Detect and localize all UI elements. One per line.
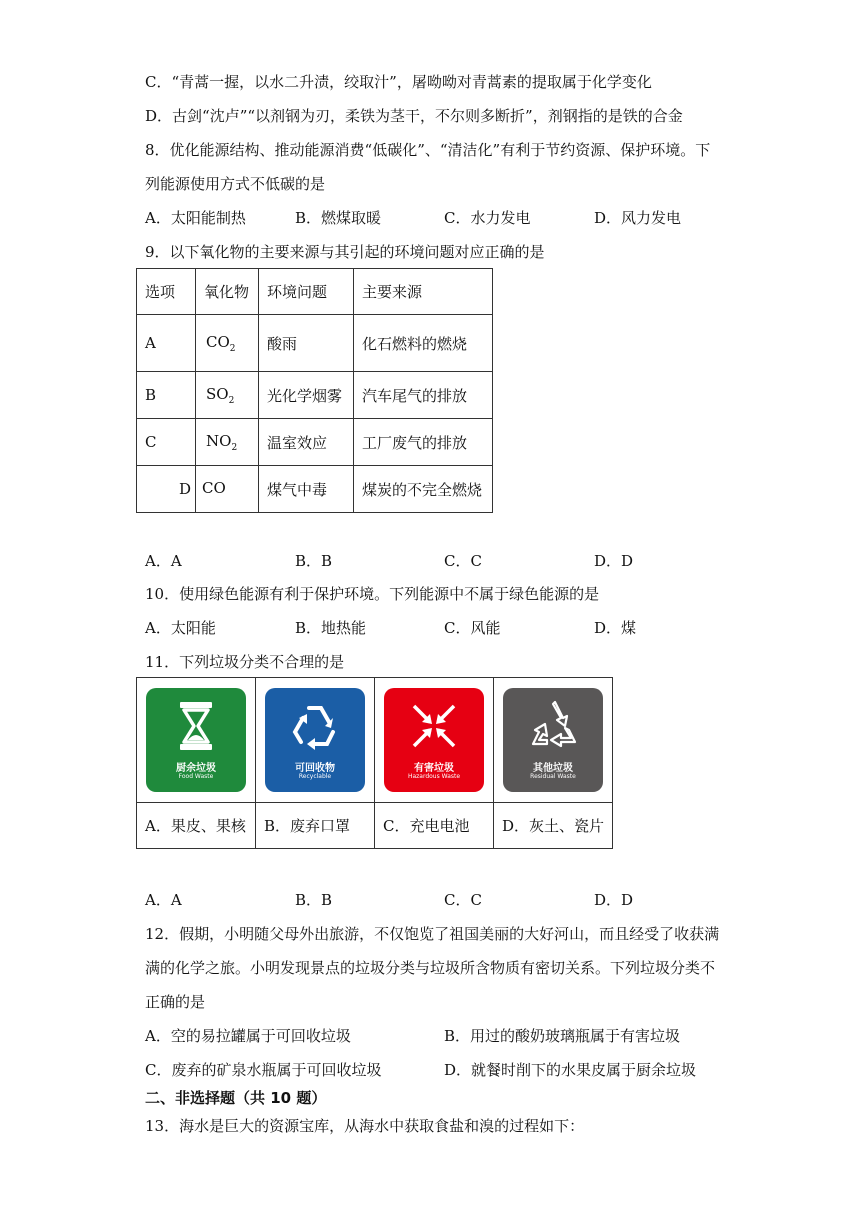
q9-option-b: B．B — [295, 552, 333, 570]
question-12-line-2: 满的化学之旅。小明发现景点的垃圾分类与垃圾所含物质有密切关系。下列垃圾分类不 — [145, 959, 716, 977]
q11-label-d: D．灰土、瓷片 — [494, 803, 613, 849]
question-11: 11．下列垃圾分类不合理的是 — [145, 653, 345, 671]
q11-bin-cell — [137, 678, 256, 803]
q9-table — [136, 268, 493, 513]
q12-option-d: D．就餐时削下的水果皮属于厨余垃圾 — [444, 1061, 697, 1079]
table-row-oxide: $SO_2$ — [196, 372, 259, 419]
table-row-source: 汽车尾气的排放 — [354, 372, 493, 419]
q11-table — [136, 677, 613, 849]
q11-option-d: D．D — [594, 891, 634, 909]
q11-label-c: C．充电电池 — [375, 803, 494, 849]
q11-option-b: B．B — [295, 891, 333, 909]
q10-option-b: B．地热能 — [295, 619, 367, 637]
q11-option-c: C．C — [444, 891, 482, 909]
table-row-oxide: CO — [196, 466, 259, 513]
table-row-option: C — [137, 419, 196, 466]
table-row-source: 工厂废气的排放 — [354, 419, 493, 466]
recyclable-bin: 可回收物 Recyclable — [265, 688, 365, 792]
question-13: 13．海水是巨大的资源宝库，从海水中获取食盐和溴的过程如下： — [145, 1117, 585, 1135]
recycle-outline-icon — [523, 696, 583, 756]
q10-option-a: A．太阳能 — [145, 619, 216, 637]
table-row-problem: 温室效应 — [259, 419, 354, 466]
table-row-oxide: $CO_2$ — [196, 315, 259, 372]
q11-bin-cell — [494, 678, 613, 803]
option-7d: D．古剑“沈卢”“以剂钢为刃，柔铁为茎干，不尔则多断折”，剂钢指的是铁的合金 — [145, 107, 683, 125]
q8-option-d: D．风力发电 — [594, 209, 682, 227]
q11-bin-cell — [375, 678, 494, 803]
question-12-line-1: 12．假期，小明随父母外出旅游，不仅饱览了祖国美丽的大好河山，而且经受了收获满 — [145, 925, 720, 943]
q9-header-source: 主要来源 — [354, 269, 493, 315]
q11-label-a: A．果皮、果核 — [137, 803, 256, 849]
table-row-option: D — [137, 466, 196, 513]
table-row-problem: 煤气中毒 — [259, 466, 354, 513]
q12-option-c: C．废弃的矿泉水瓶属于可回收垃圾 — [145, 1061, 382, 1079]
table-row-problem: 酸雨 — [259, 315, 354, 372]
q8-option-c: C．水力发电 — [444, 209, 531, 227]
q9-option-a: A．A — [145, 552, 182, 570]
q11-option-a: A．A — [145, 891, 182, 909]
q11-bin-cell — [256, 678, 375, 803]
q11-label-b: B．废弃口罩 — [256, 803, 375, 849]
q12-option-a: A．空的易拉罐属于可回收垃圾 — [145, 1027, 351, 1045]
table-row-option: A — [137, 315, 196, 372]
q9-header-option: 选项 — [137, 269, 196, 315]
q9-option-c: C．C — [444, 552, 482, 570]
recycle-icon — [285, 696, 345, 756]
q8-option-a: A．太阳能制热 — [145, 209, 246, 227]
residual-waste-bin: 其他垃圾 Residual Waste — [503, 688, 603, 792]
table-row-source: 煤炭的不完全燃烧 — [354, 466, 493, 513]
question-8-line-1: 8．优化能源结构、推动能源消费“低碳化”、“清洁化”有利于节约资源、保护环境。下 — [145, 141, 711, 159]
q10-option-c: C．风能 — [444, 619, 501, 637]
q12-option-b: B．用过的酸奶玻璃瓶属于有害垃圾 — [444, 1027, 681, 1045]
q9-header-problem: 环境问题 — [259, 269, 354, 315]
q9-header-oxide: 氧化物 — [196, 269, 259, 315]
q9-option-d: D．D — [594, 552, 634, 570]
food-waste-bin: 厨余垃圾 Food Waste — [146, 688, 246, 792]
hourglass-icon — [166, 696, 226, 756]
table-row-source: 化石燃料的燃烧 — [354, 315, 493, 372]
table-row-problem: 光化学烟雾 — [259, 372, 354, 419]
section-2-heading: 二、非选择题（共 10 题） — [145, 1089, 327, 1107]
question-12-line-3: 正确的是 — [145, 993, 206, 1011]
hazardous-waste-bin: 有害垃圾 Hazardous Waste — [384, 688, 484, 792]
question-10: 10．使用绿色能源有利于保护环境。下列能源中不属于绿色能源的是 — [145, 585, 600, 603]
question-8-line-2: 列能源使用方式不低碳的是 — [145, 175, 326, 193]
hazard-arrows-icon — [404, 696, 464, 756]
q10-option-d: D．煤 — [594, 619, 637, 637]
table-row-oxide: $NO_2$ — [196, 419, 259, 466]
option-7c: C．“青蒿一握，以水二升渍，绞取汁”，屠呦呦对青蒿素的提取属于化学变化 — [145, 73, 652, 91]
question-9: 9．以下氧化物的主要来源与其引起的环境问题对应正确的是 — [145, 243, 545, 261]
q8-option-b: B．燃煤取暖 — [295, 209, 382, 227]
table-row-option: B — [137, 372, 196, 419]
